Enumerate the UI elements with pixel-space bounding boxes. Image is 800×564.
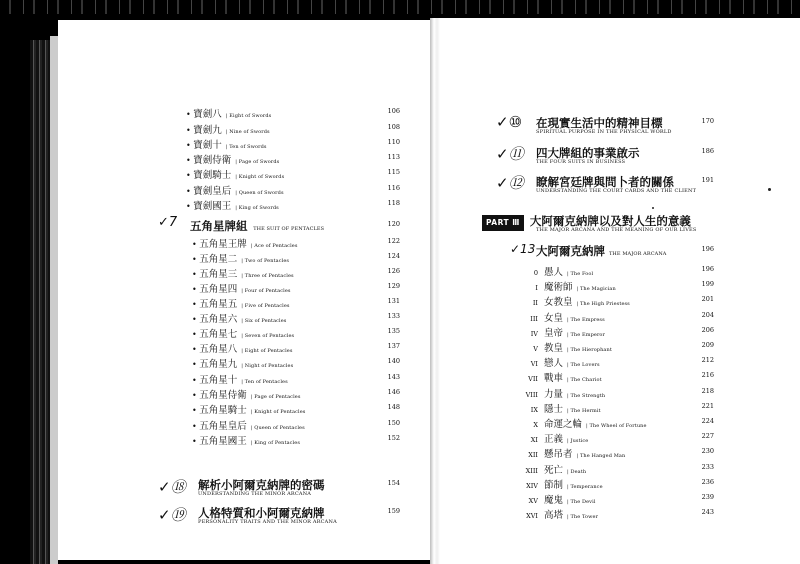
page-number: 122: [387, 237, 400, 245]
card-title-en: | The Fool: [567, 271, 594, 277]
card-title-en: | The Lovers: [567, 362, 600, 369]
toc-entry[interactable]: [192, 402, 305, 418]
page-number: 170: [701, 117, 714, 125]
toc-card-entry[interactable]: [516, 310, 605, 326]
entry-title-en: | Queen of Swords: [235, 190, 284, 196]
handwritten-checkmark: ✓13: [510, 242, 536, 256]
toc-section-entry[interactable]: [536, 244, 667, 260]
bullet: •: [186, 110, 194, 119]
toc-entry[interactable]: [186, 137, 267, 153]
toc-card-entry[interactable]: [516, 370, 602, 386]
card-title-en: | Temperance: [567, 483, 603, 490]
entry-title-zh: 五角星五: [199, 299, 238, 310]
toc-card-entry[interactable]: [516, 325, 605, 341]
section-title-en: THE MAJOR ARCANA: [609, 251, 667, 257]
page-number: 110: [387, 138, 400, 146]
toc-card-entry[interactable]: [516, 401, 601, 417]
toc-entry[interactable]: [186, 122, 270, 138]
toc-card-entry[interactable]: [516, 386, 605, 402]
page-number: 212: [701, 356, 714, 365]
entry-title-zh: 寶劍十: [193, 140, 222, 151]
entry-title-zh: 寶劍九: [193, 125, 222, 136]
handwritten-checkmark: ✓⑪: [496, 145, 524, 163]
scan-speck: [652, 207, 654, 209]
book-gutter: [430, 18, 440, 564]
card-title-en: | The Empress: [567, 316, 605, 323]
toc-chapter-entry[interactable]: [198, 478, 325, 498]
entry-title-zh: 五角星九: [199, 359, 238, 370]
bullet: •: [186, 187, 194, 196]
card-title-zh: 懸吊者: [544, 449, 573, 461]
entry-title-en: | Three of Pentacles: [241, 273, 294, 279]
page-number: 113: [387, 153, 400, 161]
entry-title-en: | Page of Swords: [235, 159, 280, 165]
card-title-zh: 隱士: [544, 403, 564, 415]
card-title-en: | The Emperor: [567, 331, 606, 338]
toc-entry[interactable]: [186, 152, 279, 168]
entry-title-zh: 寶劍八: [193, 109, 222, 120]
page-number: 126: [387, 267, 400, 275]
card-title-zh: 戀人: [544, 358, 564, 370]
toc-card-entry[interactable]: [516, 477, 603, 493]
entry-title-en: | Five of Pentacles: [241, 303, 290, 309]
toc-entry[interactable]: [192, 356, 293, 372]
card-title-en: | The Strength: [567, 392, 606, 399]
entry-title-en: | Eight of Pentacles: [241, 348, 293, 354]
bullet: •: [192, 376, 200, 385]
toc-section-entry[interactable]: [190, 219, 324, 235]
entry-title-en: | Six of Pentacles: [241, 318, 287, 324]
toc-entry[interactable]: [192, 251, 289, 267]
card-title-en: | Death: [567, 468, 587, 475]
card-title-zh: 教皇: [544, 343, 564, 354]
card-title-zh: 女教皇: [544, 297, 573, 309]
bullet: •: [192, 406, 200, 415]
card-number: X: [533, 421, 538, 429]
entry-title-en: | Page of Pentacles: [250, 394, 301, 400]
card-number: VI: [530, 360, 538, 369]
chapter-title-zh: 解析小阿爾克納牌的密碼: [198, 478, 325, 492]
scan-speck: [768, 188, 771, 191]
part-header[interactable]: [482, 214, 697, 233]
bullet: •: [186, 126, 194, 135]
card-number: XII: [528, 451, 538, 460]
entry-title-zh: 寶劍皇后: [193, 186, 232, 197]
card-title-zh: 魔鬼: [544, 495, 564, 506]
page-number: 143: [387, 373, 400, 381]
card-title-zh: 正義: [544, 434, 564, 446]
page-number: 133: [387, 312, 400, 320]
right-page: [440, 18, 800, 564]
card-number: 0: [533, 269, 538, 277]
page-number: 209: [701, 341, 714, 349]
bullet: •: [192, 285, 200, 294]
toc-entry[interactable]: [186, 183, 284, 199]
page-number: 135: [387, 327, 400, 335]
toc-card-entry[interactable]: [516, 294, 630, 310]
card-title-en: | Justice: [567, 438, 589, 445]
card-number: V: [533, 345, 538, 353]
page-number: 201: [701, 295, 714, 304]
bullet: •: [186, 171, 194, 180]
toc-card-entry[interactable]: [516, 492, 595, 508]
entry-title-zh: 五角星國王: [199, 436, 247, 447]
toc-card-entry[interactable]: [516, 431, 588, 447]
toc-entry[interactable]: [192, 341, 293, 357]
entry-title-zh: 寶劍侍衛: [193, 155, 232, 166]
card-number: XIII: [525, 466, 538, 475]
entry-title-en: | Nine of Swords: [225, 129, 270, 135]
card-title-zh: 女皇: [544, 312, 564, 324]
entry-title-zh: 五角星二: [199, 254, 238, 265]
page-number: 120: [387, 220, 400, 228]
entry-title-en: | Two of Pentacles: [241, 258, 290, 264]
page-number: 137: [387, 342, 400, 350]
entry-title-en: | Eight of Swords: [225, 113, 272, 119]
page-number: 243: [701, 508, 714, 517]
page-number: 216: [701, 371, 714, 380]
page-number: 152: [387, 434, 400, 442]
card-title-en: | The Chariot: [567, 377, 602, 384]
card-number: I: [535, 284, 538, 293]
toc-entry[interactable]: [192, 281, 291, 297]
toc-entry[interactable]: [186, 198, 279, 214]
part-badge: PART Ⅲ: [482, 215, 524, 231]
page-number: 221: [701, 401, 714, 410]
page-number: 206: [701, 325, 714, 334]
page-number: 154: [387, 479, 400, 487]
page-number: 196: [701, 245, 714, 253]
toc-card-entry[interactable]: [516, 507, 598, 523]
toc-card-entry[interactable]: [516, 264, 593, 280]
card-number: VII: [528, 375, 538, 384]
bullet: •: [186, 202, 194, 211]
handwritten-checkmark: ✓⑲: [158, 506, 186, 524]
page-number: 230: [701, 447, 714, 456]
bullet: •: [192, 315, 200, 324]
bullet: •: [192, 345, 200, 354]
page-number: 124: [387, 252, 400, 260]
page-number: 233: [701, 462, 714, 471]
entry-title-zh: 五角星十: [199, 375, 238, 386]
toc-entry[interactable]: [192, 387, 301, 403]
chapter-title-en: UNDERSTANDING THE COURT CARDS AND THE CLIENT: [536, 188, 697, 194]
entry-title-zh: 五角星六: [199, 314, 238, 325]
entry-title-zh: 五角星牌組: [190, 219, 248, 233]
page-number: 239: [701, 493, 714, 501]
page-number: 118: [387, 199, 400, 207]
card-title-en: | The Wheel of Fortune: [586, 423, 647, 429]
toc-card-entry[interactable]: [516, 416, 647, 432]
toc-entry[interactable]: [192, 296, 290, 312]
entry-title-en: | Knight of Swords: [235, 174, 285, 180]
chapter-title-zh: 在現實生活中的精神目標: [536, 116, 663, 130]
card-title-en: | The Magician: [576, 286, 616, 293]
card-title-zh: 力量: [544, 388, 564, 400]
bullet: •: [192, 422, 200, 431]
handwritten-checkmark: ✓⑫: [496, 174, 524, 192]
toc-chapter-entry[interactable]: [536, 175, 696, 195]
page-number: 236: [701, 477, 714, 486]
toc-entry[interactable]: [186, 167, 284, 183]
chapter-title-en: PERSONALITY TRAITS AND THE MINOR ARCANA: [198, 519, 337, 525]
entry-title-zh: 五角星七: [199, 329, 238, 340]
card-number: II: [532, 299, 538, 308]
bullet: •: [192, 391, 200, 400]
entry-title-zh: 五角星騎士: [199, 405, 247, 416]
entry-title-en: | Ace of Pentacles: [250, 243, 298, 249]
entry-title-en: | Four of Pentacles: [241, 288, 291, 294]
card-number: IV: [530, 329, 538, 338]
entry-title-en: | Seven of Pentacles: [241, 333, 295, 339]
card-title-zh: 高塔: [544, 510, 564, 522]
chapter-title-en: UNDERSTANDING THE MINOR ARCANA: [198, 491, 312, 497]
entry-title-zh: 五角星王牌: [199, 239, 247, 250]
toc-card-entry[interactable]: [516, 340, 612, 356]
page-number: 218: [701, 386, 714, 395]
bullet: •: [192, 437, 200, 446]
bullet: •: [192, 300, 200, 309]
card-title-en: | The Hierophant: [567, 347, 612, 353]
entry-title-zh: 寶劍騎士: [193, 170, 232, 181]
card-title-zh: 死亡: [544, 464, 564, 476]
part-title-zh: 大阿爾克納牌以及對人生的意義: [529, 214, 691, 228]
book-page-edge-highlight: [50, 36, 58, 564]
bullet: •: [192, 330, 200, 339]
toc-chapter-entry[interactable]: [536, 116, 672, 136]
entry-title-en: | Ten of Pentacles: [241, 379, 288, 385]
page-number: 204: [701, 310, 714, 319]
page-number: 116: [387, 184, 400, 192]
card-number: VIII: [525, 390, 538, 399]
bullet: •: [192, 360, 200, 369]
page-number: 148: [387, 403, 400, 411]
card-title-zh: 皇帝: [544, 327, 564, 339]
card-title-en: | The High Priestess: [576, 301, 630, 308]
page-number: 224: [701, 417, 714, 425]
card-title-en: | The Hanged Man: [576, 453, 626, 460]
page-number: 106: [387, 107, 400, 115]
card-number: IX: [530, 405, 538, 414]
bullet: •: [186, 141, 194, 150]
entry-title-en: | Night of Pentacles: [241, 363, 294, 369]
chapter-title-zh: 人格特質和小阿爾克納牌: [198, 506, 325, 520]
entry-title-en: | Queen of Pentacles: [250, 425, 305, 431]
chapter-title-en: SPIRITUAL PURPOSE IN THE PHYSICAL WORLD: [536, 129, 672, 135]
toc-card-entry[interactable]: [516, 462, 586, 478]
page-number: 140: [387, 357, 400, 365]
toc-entry[interactable]: [192, 372, 288, 388]
part-title-en: THE MAJOR ARCANA AND THE MEANING OF OUR LIVES: [536, 227, 697, 233]
toc-card-entry[interactable]: [516, 446, 625, 462]
chapter-title-en: THE FOUR SUITS IN BUSINESS: [536, 159, 626, 165]
bullet: •: [186, 156, 194, 165]
toc-entry[interactable]: [192, 418, 305, 434]
card-title-en: | The Devil: [567, 499, 596, 505]
bullet: •: [192, 270, 200, 279]
toc-entry[interactable]: [192, 433, 300, 449]
toc-card-entry[interactable]: [516, 279, 616, 295]
entry-title-zh: 五角星侍衛: [199, 390, 247, 401]
scan-border-top: [0, 0, 800, 14]
toc-entry[interactable]: [192, 236, 298, 252]
page-number: 150: [387, 419, 400, 427]
card-title-zh: 愚人: [544, 267, 564, 278]
page-number: 159: [387, 507, 400, 515]
card-number: III: [530, 314, 538, 323]
toc-chapter-entry[interactable]: [536, 146, 640, 166]
toc-entry[interactable]: [192, 326, 294, 342]
page-number: 129: [387, 282, 400, 290]
toc-chapter-entry[interactable]: [198, 506, 337, 526]
toc-entry[interactable]: [186, 106, 271, 122]
card-number: XV: [528, 497, 538, 505]
entry-title-zh: 五角星三: [199, 269, 238, 280]
entry-title-zh: 寶劍國王: [193, 201, 232, 212]
entry-title-en: | Knight of Pentacles: [250, 409, 306, 415]
card-title-zh: 魔術師: [544, 282, 573, 294]
chapter-title-zh: 四大牌組的事業啟示: [536, 146, 640, 160]
toc-entry[interactable]: [192, 311, 286, 327]
card-number: XI: [530, 436, 538, 445]
page-number: 115: [387, 168, 400, 176]
entry-title-en: | Ten of Swords: [225, 144, 267, 150]
page-number: 108: [387, 123, 400, 131]
bullet: •: [192, 255, 200, 264]
page-number: 191: [701, 176, 714, 184]
entry-title-en: | King of Pentacles: [250, 440, 300, 446]
page-number: 186: [701, 147, 714, 155]
page-number: 227: [701, 432, 714, 441]
toc-card-entry[interactable]: [516, 355, 600, 371]
page-number: 196: [701, 265, 714, 273]
card-number: XIV: [526, 481, 538, 490]
card-title-zh: 戰車: [544, 373, 564, 385]
entry-title-en: | King of Swords: [235, 205, 279, 211]
page-number: 131: [387, 297, 400, 305]
card-number: XVI: [526, 512, 538, 521]
entry-title-en: THE SUIT OF PENTACLES: [251, 226, 325, 232]
handwritten-checkmark: ✓7: [158, 215, 178, 230]
section-title-zh: 大阿爾克納牌: [536, 244, 605, 258]
card-title-en: | The Hermit: [567, 407, 601, 414]
toc-entry[interactable]: [192, 266, 294, 282]
chapter-title-zh: 瞭解宮廷牌與問卜者的關係: [536, 175, 674, 189]
bullet: •: [192, 240, 200, 249]
entry-title-zh: 五角星皇后: [199, 421, 247, 432]
page-number: 199: [701, 280, 714, 289]
page-number: 146: [387, 388, 400, 396]
card-title-en: | The Tower: [567, 514, 599, 521]
handwritten-checkmark: ✓⑱: [158, 478, 186, 496]
entry-title-zh: 五角星八: [199, 344, 238, 355]
left-page: [58, 20, 430, 560]
card-title-zh: 命運之輪: [544, 419, 583, 430]
card-title-zh: 節制: [544, 479, 564, 491]
entry-title-zh: 五角星四: [199, 284, 238, 295]
handwritten-checkmark: ✓⑩: [496, 113, 523, 131]
